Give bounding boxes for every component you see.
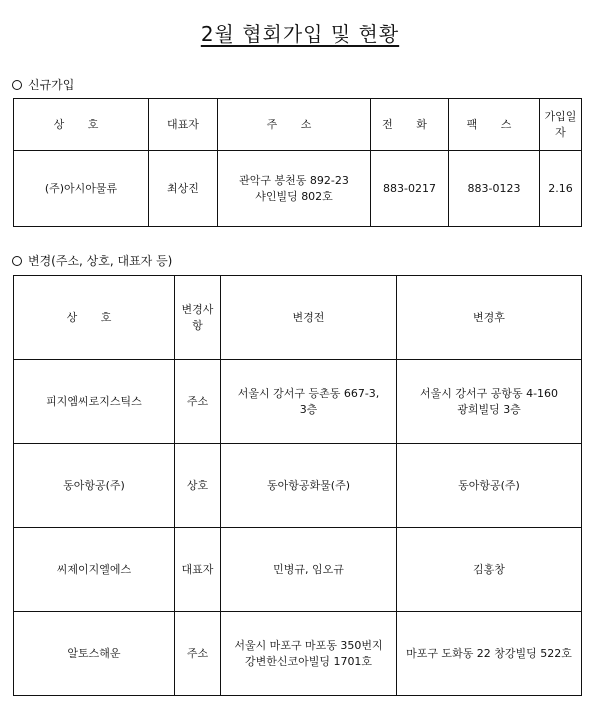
cell-phone: 883-0217	[371, 151, 449, 227]
cell-before: 서울시 강서구 등촌동 667-3, 3층	[221, 360, 397, 444]
cell-after: 김홍창	[397, 528, 582, 612]
table-header-row	[14, 99, 582, 151]
header-before: 변경전	[221, 276, 397, 360]
cell-after: 마포구 도화동 22 창강빌딩 522호	[397, 612, 582, 696]
header-company: 상 호	[14, 99, 149, 151]
table-header-row	[14, 276, 582, 360]
cell-company: (주)아시아물류	[14, 151, 149, 227]
header-after: 변경후	[397, 276, 582, 360]
table-row	[14, 151, 582, 227]
new-members-table	[13, 98, 582, 227]
cell-before: 서울시 마포구 마포동 350번지 강변한신코아빌딩 1701호	[221, 612, 397, 696]
section-new-members-label: 신규가입	[12, 76, 74, 93]
cell-change-type: 주소	[175, 360, 221, 444]
cell-fax: 883-0123	[449, 151, 540, 227]
cell-company: 알토스해운	[14, 612, 175, 696]
cell-change-type: 상호	[175, 444, 221, 528]
page-title: 2월 협회가입 및 현황	[200, 22, 400, 46]
cell-after: 서울시 강서구 공항동 4-160 광희빌딩 3층	[397, 360, 582, 444]
header-fax: 팩 스	[449, 99, 540, 151]
cell-change-type: 대표자	[175, 528, 221, 612]
cell-after: 동아항공(주)	[397, 444, 582, 528]
cell-change-type: 주소	[175, 612, 221, 696]
changes-table	[13, 275, 582, 696]
header-representative: 대표자	[149, 99, 218, 151]
cell-company: 동아항공(주)	[14, 444, 175, 528]
header-change-type: 변경사항	[175, 276, 221, 360]
cell-company: 피지엠씨로지스틱스	[14, 360, 175, 444]
cell-address: 관악구 봉천동 892-23 샤인빌딩 802호	[218, 151, 371, 227]
cell-representative: 최상진	[149, 151, 218, 227]
section-changes-label: 변경(주소, 상호, 대표자 등)	[12, 252, 172, 269]
circle-bullet-icon	[12, 80, 22, 90]
header-address: 주 소	[218, 99, 371, 151]
header-join-date: 가입일자	[540, 99, 582, 151]
cell-before: 동아항공화물(주)	[221, 444, 397, 528]
cell-company: 씨제이지엘에스	[14, 528, 175, 612]
table-row	[14, 360, 582, 444]
cell-before: 민병규, 임오규	[221, 528, 397, 612]
header-company: 상 호	[14, 276, 175, 360]
circle-bullet-icon	[12, 256, 22, 266]
table-row	[14, 444, 582, 528]
table-row	[14, 612, 582, 696]
header-phone: 전 화	[371, 99, 449, 151]
cell-join-date: 2.16	[540, 151, 582, 227]
table-row	[14, 528, 582, 612]
